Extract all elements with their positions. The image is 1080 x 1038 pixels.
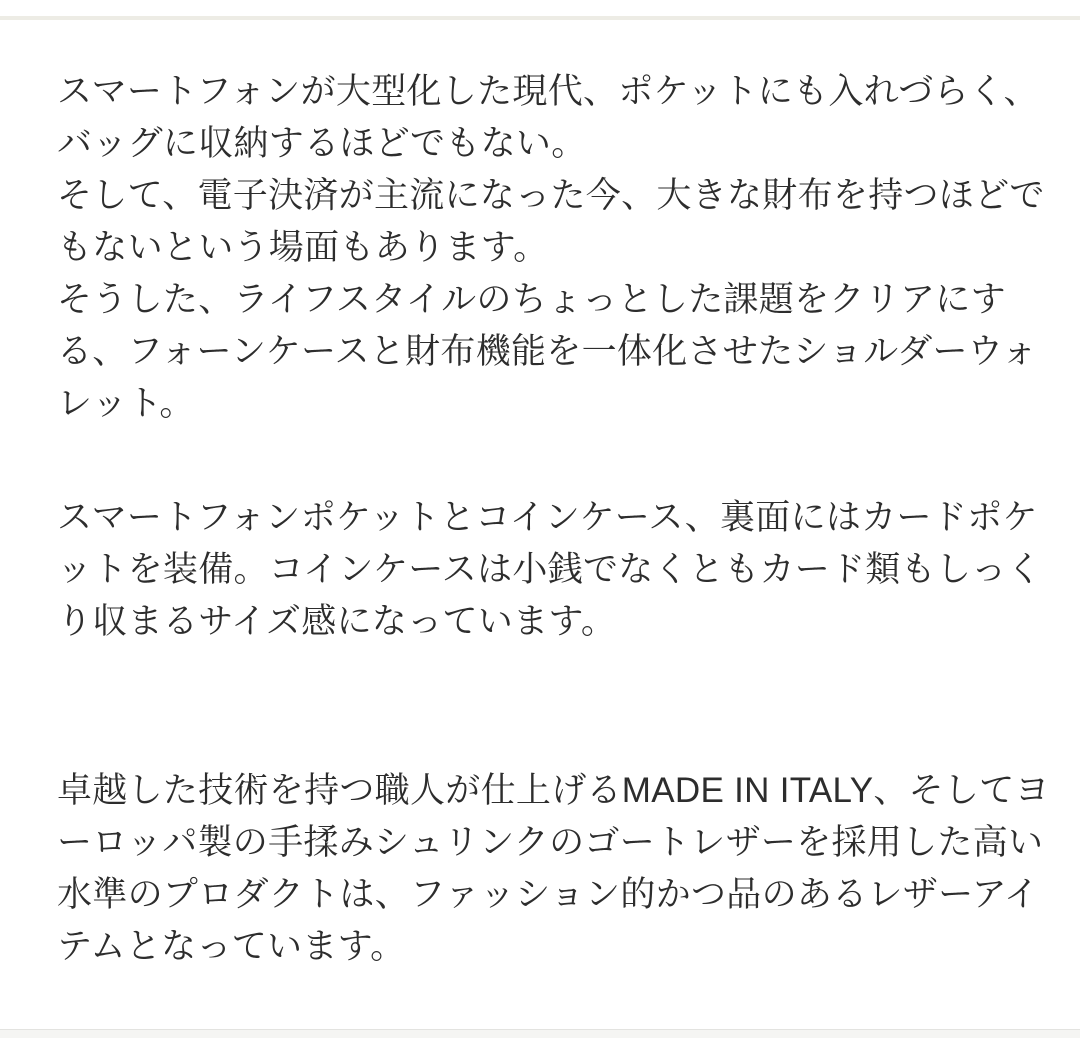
text-line: り収まるサイズ感になっています。 bbox=[57, 602, 617, 641]
text-line: 卓越した技術を持つ職人が仕上げるMADE IN ITALY、そしてヨ bbox=[57, 771, 1050, 810]
paragraph-craftsmanship bbox=[57, 765, 1050, 973]
text-line: もないという場面もあります。 bbox=[57, 228, 549, 267]
text-line: そして、電子決済が主流になった今、大きな財布を持つほどで bbox=[57, 176, 1045, 215]
text-line: テムとなっています。 bbox=[57, 927, 406, 966]
top-divider bbox=[0, 16, 1080, 20]
text-line: ットを装備。コインケースは小銭でなくともカード類もしっく bbox=[57, 550, 1042, 589]
text-line: 水準のプロダクトは、ファッション的かつ品のあるレザーアイ bbox=[57, 875, 1040, 914]
text-line: バッグに収納するほどでもない。 bbox=[57, 124, 587, 163]
text-line: そうした、ライフスタイルのちょっとした課題をクリアにす bbox=[57, 280, 1006, 319]
paragraph-features bbox=[57, 492, 1042, 648]
paragraph-lifestyle bbox=[57, 66, 1045, 430]
text-line: る、フォーンケースと財布機能を一体化させたショルダーウォ bbox=[57, 332, 1038, 371]
text-line: ーロッパ製の手揉みシュリンクのゴートレザーを採用した高い bbox=[57, 823, 1044, 862]
text-line: スマートフォンが大型化した現代、ポケットにも入れづらく、 bbox=[57, 72, 1039, 111]
bottom-divider bbox=[0, 1029, 1080, 1038]
text-line: スマートフォンポケットとコインケース、裏面にはカードポケ bbox=[57, 498, 1038, 537]
text-line: レット。 bbox=[57, 384, 195, 423]
